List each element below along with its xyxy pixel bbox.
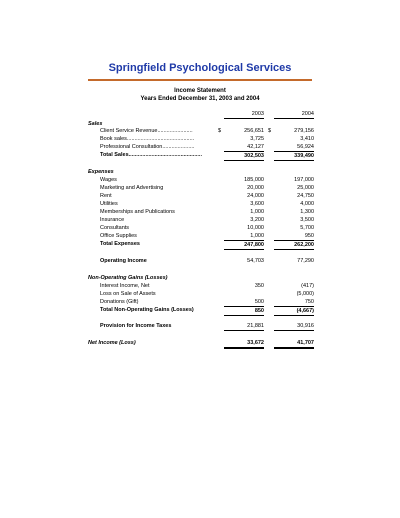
currency-symbol: $ bbox=[268, 128, 272, 134]
expense-label: Utilities bbox=[100, 201, 118, 207]
total-non-operating-row bbox=[0, 306, 400, 314]
non-operating-heading-row bbox=[0, 274, 400, 282]
expense-2003: 24,000 bbox=[247, 193, 264, 199]
expense-row bbox=[0, 192, 400, 200]
sales-2003: 42,127 bbox=[247, 144, 264, 150]
expense-row bbox=[0, 208, 400, 216]
total-sales-row bbox=[0, 151, 400, 159]
title-underline bbox=[88, 79, 312, 81]
currency-symbol: $ bbox=[218, 128, 222, 134]
column-header-2003: 2003 bbox=[224, 111, 264, 119]
expense-2004: 24,750 bbox=[297, 193, 314, 199]
sales-heading: Sales bbox=[88, 121, 103, 127]
total-sales-2003: 302,503 bbox=[224, 151, 264, 161]
expense-2003: 20,000 bbox=[247, 185, 264, 191]
non-operating-row bbox=[0, 290, 400, 298]
expense-label: Rent bbox=[100, 193, 112, 199]
expense-2004: 4,000 bbox=[300, 201, 314, 207]
sales-row bbox=[0, 135, 400, 143]
sales-row bbox=[0, 143, 400, 151]
expense-2004: 3,500 bbox=[300, 217, 314, 223]
expense-label: Office Supplies bbox=[100, 233, 137, 239]
company-title: Springfield Psychological Services bbox=[108, 62, 292, 74]
expense-2003: 1,000 bbox=[250, 209, 264, 215]
non-operating-2004: (417) bbox=[301, 283, 314, 289]
sales-label: Book sales............................................ bbox=[100, 136, 195, 142]
expense-label: Memberships and Publications bbox=[100, 209, 175, 215]
statement-period: Years Ended December 31, 2003 and 2004 bbox=[140, 96, 260, 102]
non-operating-2003: 350 bbox=[254, 283, 264, 289]
operating-income-2004: 77,290 bbox=[297, 258, 314, 264]
expenses-heading-row bbox=[0, 168, 400, 176]
expense-2003: 1,000 bbox=[250, 233, 264, 239]
sales-2004: 279,156 bbox=[294, 128, 314, 134]
expense-2003: 10,000 bbox=[247, 225, 264, 231]
net-income-row bbox=[0, 339, 400, 347]
expense-label: Consultants bbox=[100, 225, 130, 231]
statement-title: Income Statement bbox=[174, 88, 226, 94]
expense-row bbox=[0, 216, 400, 224]
expense-2003: 3,600 bbox=[250, 201, 264, 207]
total-sales-label: Total Sales................................................ bbox=[100, 152, 202, 158]
operating-income-label: Operating Income bbox=[100, 258, 147, 264]
non-operating-2003: 500 bbox=[254, 299, 264, 305]
taxes-2003: 21,881 bbox=[224, 322, 264, 331]
net-income-label: Net Income (Loss) bbox=[88, 340, 136, 346]
operating-income-row bbox=[0, 257, 400, 265]
net-income-2003: 33,672 bbox=[224, 339, 264, 349]
total-non-operating-2003: 850 bbox=[224, 306, 264, 316]
expense-row bbox=[0, 176, 400, 184]
taxes-2004: 30,916 bbox=[274, 322, 314, 331]
non-operating-heading: Non-Operating Gains (Losses) bbox=[88, 275, 168, 281]
expense-2003: 185,000 bbox=[244, 177, 264, 183]
expense-2004: 197,000 bbox=[294, 177, 314, 183]
total-expenses-2003: 247,800 bbox=[224, 240, 264, 250]
expense-2004: 950 bbox=[304, 233, 314, 239]
total-non-operating-label: Total Non-Operating Gains (Losses) bbox=[100, 307, 194, 313]
sales-label: Client Service Revenue....................... bbox=[100, 128, 193, 134]
expense-2003: 3,200 bbox=[250, 217, 264, 223]
expense-row bbox=[0, 184, 400, 192]
total-expenses-label: Total Expenses bbox=[100, 241, 140, 247]
non-operating-label: Loss on Sale of Assets bbox=[100, 291, 156, 297]
expense-2004: 25,000 bbox=[297, 185, 314, 191]
total-expenses-2004: 262,200 bbox=[274, 240, 314, 250]
expense-row bbox=[0, 224, 400, 232]
sales-2004: 56,924 bbox=[297, 144, 314, 150]
expense-2004: 1,300 bbox=[300, 209, 314, 215]
total-expenses-row bbox=[0, 240, 400, 248]
column-header-2004: 2004 bbox=[274, 111, 314, 119]
sales-label: Professional Consultation..................... bbox=[100, 144, 195, 150]
expense-row bbox=[0, 232, 400, 240]
expense-label: Insurance bbox=[100, 217, 125, 223]
expense-label: Wages bbox=[100, 177, 117, 183]
non-operating-row bbox=[0, 298, 400, 306]
expenses-heading: Expenses bbox=[88, 169, 114, 175]
total-sales-2004: 339,490 bbox=[274, 151, 314, 161]
non-operating-label: Donations (Gift) bbox=[100, 299, 139, 305]
total-non-operating-2004: (4,667) bbox=[274, 306, 314, 316]
operating-income-2003: 54,703 bbox=[247, 258, 264, 264]
non-operating-row bbox=[0, 282, 400, 290]
taxes-row bbox=[0, 322, 400, 330]
net-income-2004: 41,707 bbox=[274, 339, 314, 349]
non-operating-label: Interest Income, Net bbox=[100, 283, 150, 289]
expense-row bbox=[0, 200, 400, 208]
sales-2003: 3,725 bbox=[250, 136, 264, 142]
sales-2003: 256,651 bbox=[244, 128, 264, 134]
non-operating-2004: 750 bbox=[304, 299, 314, 305]
sales-2004: 3,410 bbox=[300, 136, 314, 142]
sales-row bbox=[0, 127, 400, 135]
expense-label: Marketing and Advertising bbox=[100, 185, 164, 191]
taxes-label: Provision for Income Taxes bbox=[100, 323, 172, 329]
expense-2004: 5,700 bbox=[300, 225, 314, 231]
non-operating-2004: (5,000) bbox=[296, 291, 314, 297]
